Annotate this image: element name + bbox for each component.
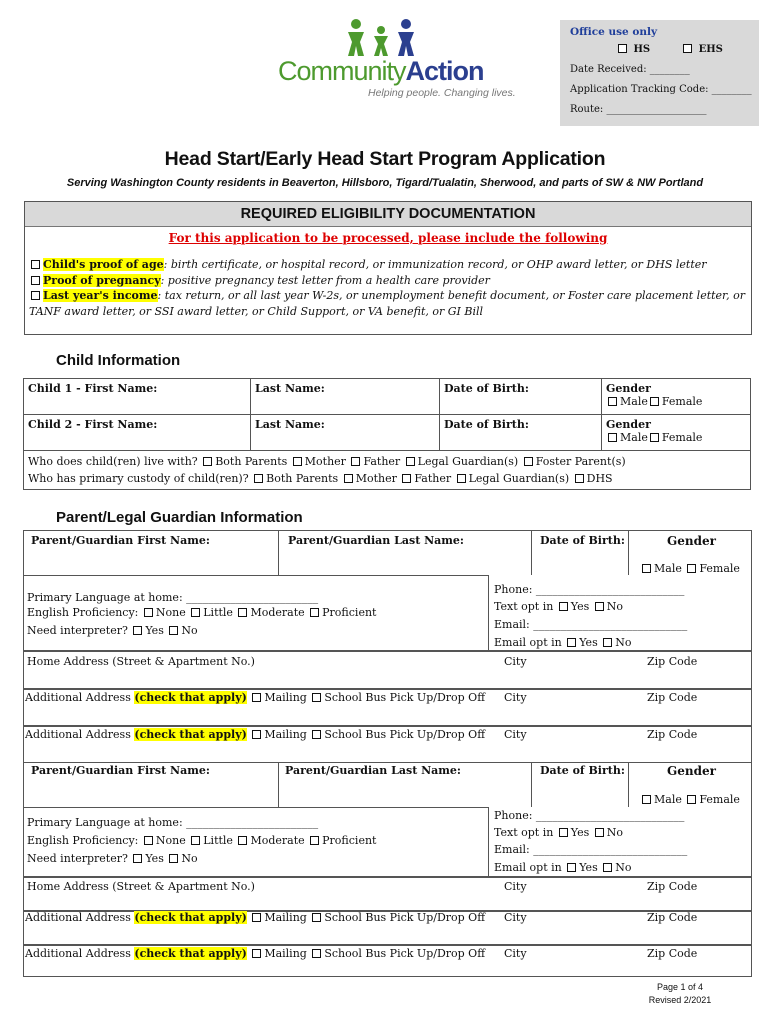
age-label: Child's proof of age bbox=[43, 258, 164, 271]
custody-label: Who has primary custody of child(ren)? bbox=[28, 472, 249, 485]
pregnancy-text: : positive pregnancy test letter from a health care provider bbox=[160, 273, 490, 287]
parent2-add1-mailing-checkbox[interactable] bbox=[252, 913, 261, 922]
parent2-add2-label: Additional Address bbox=[25, 947, 131, 960]
parent1-female-checkbox[interactable] bbox=[687, 564, 696, 573]
child-info-table bbox=[23, 378, 751, 490]
parent2-email-no-checkbox[interactable] bbox=[603, 863, 612, 872]
child1-female-checkbox[interactable] bbox=[650, 397, 659, 406]
parent2-interpreter-row bbox=[27, 852, 198, 865]
logo-tagline: Helping people. Changing lives. bbox=[368, 87, 516, 99]
parent1-email-no-checkbox[interactable] bbox=[603, 638, 612, 647]
custody-both-checkbox[interactable] bbox=[254, 474, 263, 483]
parent1-male-checkbox[interactable] bbox=[642, 564, 651, 573]
parent1-add1-city-field[interactable]: City bbox=[504, 691, 527, 704]
page-footer bbox=[640, 981, 720, 1007]
custody-dhs-checkbox[interactable] bbox=[575, 474, 584, 483]
parent1-additional-address-2 bbox=[25, 728, 485, 741]
child1-first-name-field[interactable] bbox=[24, 379, 251, 415]
custody-both-label: Both Parents bbox=[266, 472, 339, 485]
community-action-logo bbox=[278, 18, 516, 100]
lives-legal-checkbox[interactable] bbox=[406, 457, 415, 466]
ehs-checkbox[interactable] bbox=[683, 44, 692, 53]
office-use-box bbox=[560, 20, 759, 126]
parent1-email-yes-checkbox[interactable] bbox=[567, 638, 576, 647]
parent2-primary-language[interactable]: Primary Language at home: ________________________ bbox=[27, 816, 319, 829]
lives-foster-checkbox[interactable] bbox=[524, 457, 533, 466]
tracking-code-field[interactable]: Application Tracking Code: ________ bbox=[570, 84, 752, 95]
parent1-email-field[interactable]: Email: ____________________________ bbox=[494, 618, 688, 631]
parent2-add1-mailing-label: Mailing bbox=[264, 911, 307, 924]
parent2-interp-no-label: No bbox=[181, 852, 198, 865]
parent1-add2-check-apply: (check that apply) bbox=[134, 728, 247, 741]
parent2-gender-label: Gender bbox=[667, 764, 716, 778]
logo-name-action: Action bbox=[405, 56, 484, 86]
parent1-add1-check-apply: (check that apply) bbox=[134, 691, 247, 704]
parent2-add1-bus-label: School Bus Pick Up/Drop Off bbox=[324, 911, 486, 924]
lives-father-label: Father bbox=[363, 455, 401, 468]
parent2-english-label: English Proficiency: bbox=[27, 834, 139, 847]
parent1-home-address-field[interactable]: Home Address (Street & Apartment No.) bbox=[27, 655, 255, 668]
parent2-female-label: Female bbox=[699, 793, 740, 806]
child-section-title: Child Information bbox=[56, 352, 181, 369]
parent2-moderate-label: Moderate bbox=[250, 834, 305, 847]
parent2-add1-city-field[interactable]: City bbox=[504, 911, 527, 924]
child1-male-checkbox[interactable] bbox=[608, 397, 617, 406]
child1-dob-label: Date of Birth: bbox=[444, 382, 529, 395]
parent2-add2-zip-field[interactable]: Zip Code bbox=[647, 947, 698, 960]
parent1-add2-bus-label: School Bus Pick Up/Drop Off bbox=[324, 728, 486, 741]
parent1-text-opt-row bbox=[494, 600, 623, 613]
parent1-additional-address-1 bbox=[25, 691, 485, 704]
child1-male-label: Male bbox=[620, 395, 648, 408]
parent2-home-city-field[interactable]: City bbox=[504, 880, 527, 893]
child2-gender-label: Gender bbox=[606, 418, 651, 431]
child2-female-label: Female bbox=[661, 431, 703, 444]
parent2-add2-bus-checkbox[interactable] bbox=[312, 949, 321, 958]
parent1-add1-label: Additional Address bbox=[25, 691, 131, 704]
parent1-add2-bus-checkbox[interactable] bbox=[312, 730, 321, 739]
parent2-english-row bbox=[27, 834, 376, 847]
required-item-age bbox=[29, 257, 747, 273]
office-use-title: Office use only bbox=[570, 26, 658, 38]
parent1-home-city-field[interactable]: City bbox=[504, 655, 527, 668]
parent1-text-no-checkbox[interactable] bbox=[595, 602, 604, 611]
parent2-proficient-checkbox[interactable] bbox=[310, 836, 319, 845]
parent1-email-no-label: No bbox=[615, 636, 632, 649]
parent1-none-label: None bbox=[155, 606, 186, 619]
parent1-interp-yes-label: Yes bbox=[145, 624, 164, 637]
parent2-email-no-label: No bbox=[615, 861, 632, 874]
custody-legal-label: Legal Guardian(s) bbox=[468, 472, 570, 485]
age-checkbox[interactable] bbox=[31, 260, 40, 269]
parent1-gender-options bbox=[640, 562, 740, 575]
lives-mother-checkbox[interactable] bbox=[293, 457, 302, 466]
parent2-email-field[interactable]: Email: ____________________________ bbox=[494, 843, 688, 856]
custody-row bbox=[28, 470, 746, 487]
child2-first-label: Child 2 - First Name: bbox=[28, 418, 158, 431]
parent2-first-name-field[interactable]: Parent/Guardian First Name: bbox=[31, 764, 210, 777]
lives-mother-label: Mother bbox=[304, 455, 346, 468]
parent1-phone-field[interactable]: Phone: ___________________________ bbox=[494, 583, 685, 596]
child1-female-label: Female bbox=[661, 395, 703, 408]
parent2-add1-label: Additional Address bbox=[25, 911, 131, 924]
parent2-home-zip-field[interactable]: Zip Code bbox=[647, 880, 698, 893]
parent2-proficient-label: Proficient bbox=[322, 834, 377, 847]
child2-first-name-field[interactable] bbox=[24, 415, 251, 451]
parent1-interp-no-label: No bbox=[181, 624, 198, 637]
parent2-add2-city-field[interactable]: City bbox=[504, 947, 527, 960]
logo-name-community: Community bbox=[278, 56, 406, 86]
people-logo-icon bbox=[346, 18, 418, 58]
parent2-male-label: Male bbox=[654, 793, 682, 806]
child2-last-label: Last Name: bbox=[255, 418, 325, 431]
required-notice: For this application to be processed, please include the following bbox=[168, 231, 608, 245]
parent1-add2-mailing-label: Mailing bbox=[264, 728, 307, 741]
required-documentation-box bbox=[24, 201, 752, 335]
parent1-add2-mailing-checkbox[interactable] bbox=[252, 730, 261, 739]
parent1-interpreter-row bbox=[27, 624, 198, 637]
parent2-email-yes-checkbox[interactable] bbox=[567, 863, 576, 872]
parent2-text-yes-checkbox[interactable] bbox=[559, 828, 568, 837]
parent1-english-label: English Proficiency: bbox=[27, 606, 139, 619]
lives-with-label: Who does child(ren) live with? bbox=[28, 455, 198, 468]
parent1-proficient-label: Proficient bbox=[322, 606, 377, 619]
parent1-add1-mailing-label: Mailing bbox=[264, 691, 307, 704]
parent1-interp-no-checkbox[interactable] bbox=[169, 626, 178, 635]
child2-male-label: Male bbox=[620, 431, 648, 444]
parent1-proficient-checkbox[interactable] bbox=[310, 608, 319, 617]
parent2-add1-check-apply: (check that apply) bbox=[134, 911, 247, 924]
custody-father-checkbox[interactable] bbox=[402, 474, 411, 483]
child2-dob-field[interactable] bbox=[440, 415, 602, 451]
parent1-add2-label: Additional Address bbox=[25, 728, 131, 741]
parent2-text-opt-label: Text opt in bbox=[494, 826, 554, 839]
parent2-interp-yes-label: Yes bbox=[145, 852, 164, 865]
parent1-dob-field[interactable]: Date of Birth: bbox=[540, 534, 625, 547]
income-checkbox[interactable] bbox=[31, 291, 40, 300]
required-item-pregnancy bbox=[29, 273, 747, 289]
parent2-email-opt-label: Email opt in bbox=[494, 861, 562, 874]
date-received-field[interactable]: Date Received: ________ bbox=[570, 64, 690, 75]
child1-gender-field bbox=[602, 379, 751, 415]
parent1-last-name-field[interactable]: Parent/Guardian Last Name: bbox=[288, 534, 464, 547]
lives-legal-label: Legal Guardian(s) bbox=[417, 455, 519, 468]
parent1-gender-label: Gender bbox=[667, 534, 716, 548]
lives-father-checkbox[interactable] bbox=[351, 457, 360, 466]
parent1-male-label: Male bbox=[654, 562, 682, 575]
page-number: Page 1 of 4 bbox=[656, 982, 704, 992]
parent1-moderate-checkbox[interactable] bbox=[238, 608, 247, 617]
custody-legal-checkbox[interactable] bbox=[457, 474, 466, 483]
parent1-interpreter-label: Need interpreter? bbox=[27, 624, 128, 637]
parent2-additional-address-2 bbox=[25, 947, 485, 960]
revised-date: Revised 2/2021 bbox=[648, 995, 712, 1005]
parent2-interpreter-label: Need interpreter? bbox=[27, 852, 128, 865]
parent2-add1-zip-field[interactable]: Zip Code bbox=[647, 911, 698, 924]
child2-female-checkbox[interactable] bbox=[650, 433, 659, 442]
parent2-little-label: Little bbox=[203, 834, 233, 847]
parent2-email-opt-row bbox=[494, 861, 631, 874]
parent1-interp-yes-checkbox[interactable] bbox=[133, 626, 142, 635]
parent1-little-checkbox[interactable] bbox=[191, 608, 200, 617]
parent2-none-label: None bbox=[155, 834, 186, 847]
parent1-add1-zip-field[interactable]: Zip Code bbox=[647, 691, 698, 704]
parent1-primary-language[interactable]: Primary Language at home: ________________________ bbox=[27, 591, 319, 604]
living-arrangement-cell bbox=[24, 451, 751, 490]
parent2-gender-options bbox=[640, 793, 740, 806]
hs-label: HS bbox=[633, 44, 651, 55]
parent1-home-zip-field[interactable]: Zip Code bbox=[647, 655, 698, 668]
parent1-add1-bus-checkbox[interactable] bbox=[312, 693, 321, 702]
parent1-email-yes-label: Yes bbox=[579, 636, 598, 649]
child2-gender-field bbox=[602, 415, 751, 451]
parent2-email-yes-label: Yes bbox=[579, 861, 598, 874]
lives-with-row bbox=[28, 453, 746, 470]
parent2-add1-bus-checkbox[interactable] bbox=[312, 913, 321, 922]
parent1-text-no-label: No bbox=[606, 600, 624, 613]
parent2-male-checkbox[interactable] bbox=[642, 795, 651, 804]
parent1-first-name-field[interactable]: Parent/Guardian First Name: bbox=[31, 534, 210, 547]
parent2-add2-mailing-checkbox[interactable] bbox=[252, 949, 261, 958]
parent2-text-no-label: No bbox=[606, 826, 624, 839]
parent1-add2-zip-field[interactable]: Zip Code bbox=[647, 728, 698, 741]
parent2-add2-mailing-label: Mailing bbox=[264, 947, 307, 960]
parent1-female-label: Female bbox=[699, 562, 740, 575]
parent2-interp-no-checkbox[interactable] bbox=[169, 854, 178, 863]
page-subtitle: Serving Washington County residents in Beaverton, Hillsboro, Tigard/Tualatin, Sherwood, and parts of SW & NW Portland bbox=[66, 177, 704, 189]
parent1-add1-bus-label: School Bus Pick Up/Drop Off bbox=[324, 691, 486, 704]
page-title: Head Start/Early Head Start Program Application bbox=[164, 148, 606, 170]
parent2-none-checkbox[interactable] bbox=[144, 836, 153, 845]
parent2-phone-field[interactable]: Phone: ___________________________ bbox=[494, 809, 685, 822]
parent2-text-opt-row bbox=[494, 826, 623, 839]
parent1-none-checkbox[interactable] bbox=[144, 608, 153, 617]
pregnancy-label: Proof of pregnancy bbox=[43, 273, 161, 287]
parent2-home-address-field[interactable]: Home Address (Street & Apartment No.) bbox=[27, 880, 255, 893]
lives-foster-label: Foster Parent(s) bbox=[535, 455, 626, 468]
child2-last-name-field[interactable] bbox=[251, 415, 440, 451]
parent1-moderate-label: Moderate bbox=[250, 606, 305, 619]
child2-male-checkbox[interactable] bbox=[608, 433, 617, 442]
custody-father-label: Father bbox=[414, 472, 452, 485]
route-field[interactable]: Route: ____________________ bbox=[570, 104, 707, 115]
parent2-female-checkbox[interactable] bbox=[687, 795, 696, 804]
child1-last-label: Last Name: bbox=[255, 382, 325, 395]
parent1-little-label: Little bbox=[203, 606, 233, 619]
custody-mother-checkbox[interactable] bbox=[344, 474, 353, 483]
parent2-moderate-checkbox[interactable] bbox=[238, 836, 247, 845]
parent2-interp-yes-checkbox[interactable] bbox=[133, 854, 142, 863]
income-text: : tax return, or all last year W-2s, or unemployment benefit document, or Foster care placement letter, or TANF award letter, or SSI award letter, or Child Support, or VA benefit, or GI Bill bbox=[29, 289, 745, 318]
custody-dhs-label: DHS bbox=[586, 472, 613, 485]
child1-last-name-field[interactable] bbox=[251, 379, 440, 415]
parent1-english-row bbox=[27, 606, 376, 619]
child2-dob-label: Date of Birth: bbox=[444, 418, 529, 431]
lives-both-label: Both Parents bbox=[215, 455, 288, 468]
parent2-last-name-field[interactable]: Parent/Guardian Last Name: bbox=[285, 764, 461, 777]
parent2-little-checkbox[interactable] bbox=[191, 836, 200, 845]
child1-dob-field[interactable] bbox=[440, 379, 602, 415]
parent1-add2-city-field[interactable]: City bbox=[504, 728, 527, 741]
parent2-text-yes-label: Yes bbox=[570, 826, 590, 839]
parent2-additional-address-1 bbox=[25, 911, 485, 924]
lives-both-checkbox[interactable] bbox=[203, 457, 212, 466]
child1-gender-label: Gender bbox=[606, 382, 651, 395]
parent1-text-yes-checkbox[interactable] bbox=[559, 602, 568, 611]
required-heading: REQUIRED ELIGIBILITY DOCUMENTATION bbox=[25, 202, 751, 227]
parent1-email-opt-row bbox=[494, 636, 631, 649]
pregnancy-checkbox[interactable] bbox=[31, 276, 40, 285]
child1-first-label: Child 1 - First Name: bbox=[28, 382, 158, 395]
custody-mother-label: Mother bbox=[355, 472, 397, 485]
required-item-income bbox=[29, 288, 747, 319]
parent1-text-yes-label: Yes bbox=[570, 600, 590, 613]
parent2-add2-bus-label: School Bus Pick Up/Drop Off bbox=[324, 947, 486, 960]
parent-section-title: Parent/Legal Guardian Information bbox=[56, 509, 303, 526]
parent1-text-opt-label: Text opt in bbox=[494, 600, 554, 613]
parent2-dob-field[interactable]: Date of Birth: bbox=[540, 764, 625, 777]
income-label: Last year's income bbox=[43, 289, 158, 302]
parent1-add1-mailing-checkbox[interactable] bbox=[252, 693, 261, 702]
parent2-add2-check-apply: (check that apply) bbox=[134, 947, 247, 960]
hs-checkbox[interactable] bbox=[618, 44, 627, 53]
parent1-email-opt-label: Email opt in bbox=[494, 636, 562, 649]
parent2-text-no-checkbox[interactable] bbox=[595, 828, 604, 837]
ehs-label: EHS bbox=[698, 44, 723, 55]
age-text: : birth certificate, or hospital record, or immunization record, or OHP award letter, or DHS letter bbox=[163, 258, 707, 271]
